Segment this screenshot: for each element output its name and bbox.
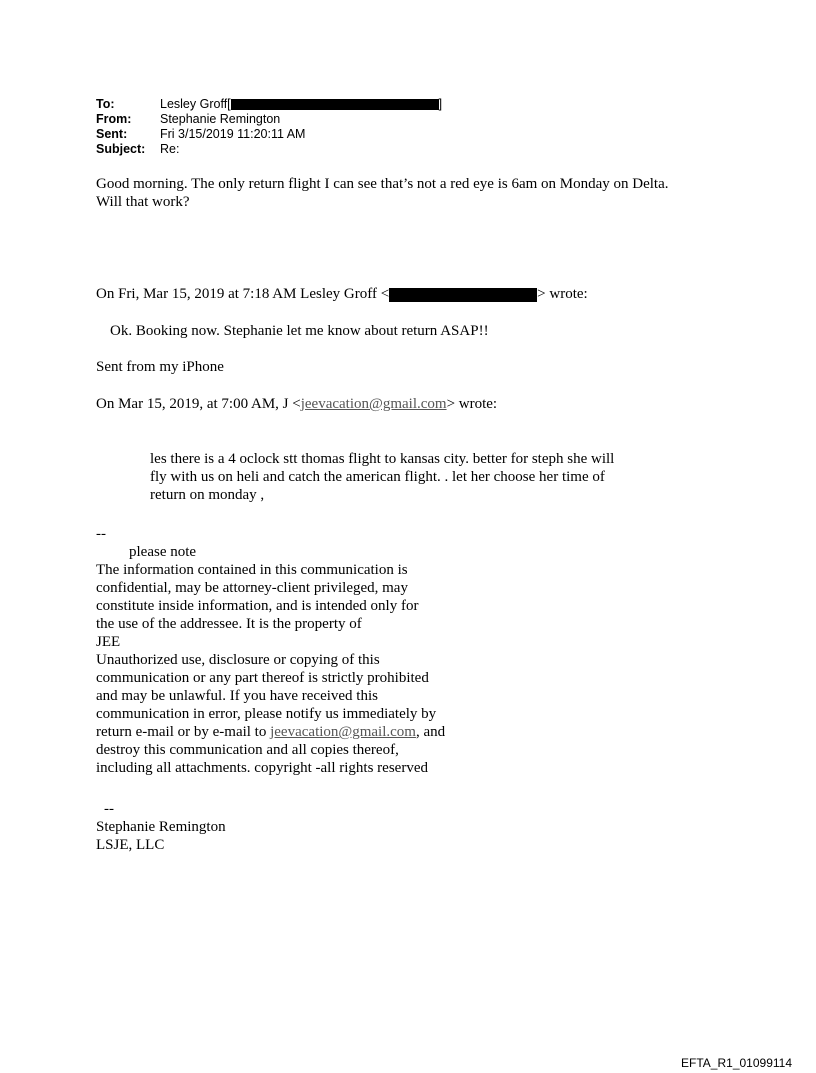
disclaimer-line: communication or any part thereof is strictly prohibited (96, 670, 429, 686)
disclaimer-line: confidential, may be attorney-client privileged, may (96, 580, 408, 596)
from-label: From: (96, 112, 132, 126)
disclaimer-line: communication in error, please notify us immediately by (96, 706, 437, 722)
disclaimer-line: Unauthorized use, disclosure or copying of this (96, 652, 380, 668)
quote1-message: Ok. Booking now. Stephanie let me know about return ASAP!! (110, 323, 489, 339)
to-tail: ] (438, 97, 443, 111)
quote2-line: fly with us on heli and catch the american flight. . let her choose her time of (150, 469, 605, 485)
sent-value: Fri 3/15/2019 11:20:11 AM (160, 127, 306, 141)
redaction-bar (231, 99, 439, 110)
signature-name: Stephanie Remington (96, 819, 226, 835)
message-body (96, 175, 669, 211)
signature-company: LSJE, LLC (96, 837, 165, 853)
subject-row (96, 142, 442, 157)
sent-row (96, 127, 442, 142)
subject-label: Subject: (96, 142, 146, 156)
to-label: To: (96, 97, 115, 111)
quote1-attribution (96, 285, 588, 303)
sent-label: Sent: (96, 127, 128, 141)
email-link[interactable]: jeevacation@gmail.com (270, 724, 416, 740)
disclaimer-line: and may be unlawful. If you have received this (96, 688, 378, 704)
disclaimer-email-post: , and (415, 724, 446, 740)
quote1-attribution-text: On Fri, Mar 15, 2019 at 7:18 AM Lesley Groff < (96, 286, 390, 302)
disclaimer-line: constitute inside information, and is intended only for (96, 598, 419, 614)
quote1-attribution-tail: > wrote: (537, 286, 588, 302)
signature-block (96, 800, 226, 854)
to-value (160, 97, 442, 112)
quote2-attribution-tail: > wrote: (446, 396, 498, 412)
disclaimer-line: The information contained in this communication is (96, 562, 408, 578)
body-line: Good morning. The only return flight I can see that’s not a red eye is 6am on Monday on Delta. (96, 176, 669, 192)
disclaimer-line: including all attachments. copyright -all rights reserved (96, 760, 428, 776)
body-line: Will that work? (96, 194, 190, 210)
quote2-attribution-text: On Mar 15, 2019, at 7:00 AM, J < (96, 396, 301, 412)
signature-dashes: -- (104, 801, 114, 817)
disclaimer-dashes: -- (96, 526, 106, 542)
from-value: Stephanie Remington (160, 112, 281, 126)
document-id: EFTA_R1_01099114 (681, 1056, 792, 1070)
quote2-message (150, 450, 614, 504)
disclaimer-line: JEE (96, 634, 121, 650)
to-name: Lesley Groff[ (160, 97, 231, 111)
quote2-line: return on monday , (150, 487, 265, 503)
email-header (96, 97, 442, 157)
from-row (96, 112, 442, 127)
redaction-bar (389, 288, 537, 302)
quote1-signature: Sent from my iPhone (96, 359, 224, 375)
disclaimer-line: the use of the addressee. It is the property of (96, 616, 362, 632)
disclaimer-email-pre: return e-mail or by e-mail to (96, 724, 271, 740)
disclaimer (96, 525, 445, 777)
email-link[interactable]: jeevacation@gmail.com (300, 396, 447, 412)
disclaimer-line: destroy this communication and all copies thereof, (96, 742, 399, 758)
quote2-attribution (96, 395, 497, 413)
to-row (96, 97, 442, 112)
disclaimer-email-line (96, 723, 445, 741)
quote2-line: les there is a 4 oclock stt thomas flight to kansas city. better for steph she will (150, 451, 615, 467)
disclaimer-note: please note (129, 544, 197, 560)
subject-value: Re: (160, 142, 180, 156)
